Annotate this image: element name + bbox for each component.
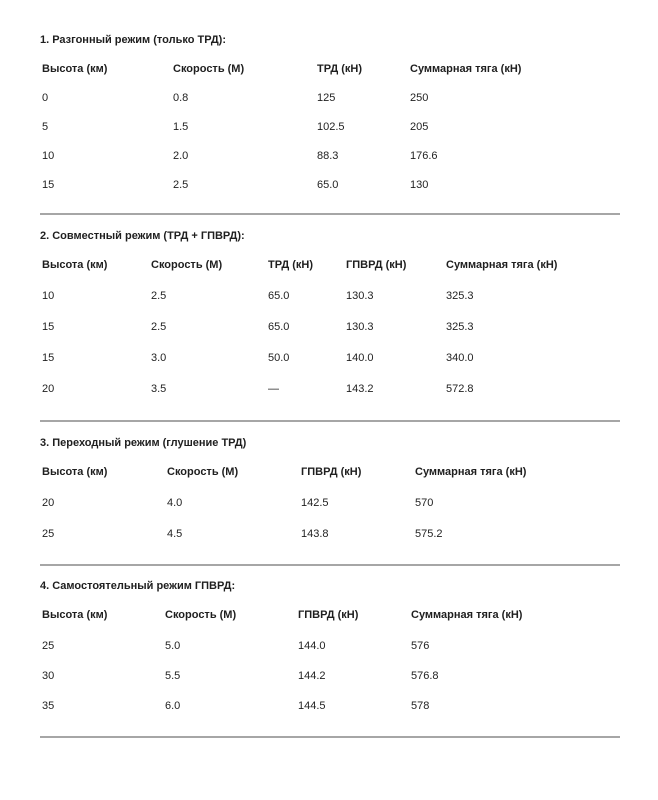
cell-altitude: 5 <box>42 121 49 133</box>
cell-total-thrust: 570 <box>415 497 434 509</box>
header-altitude: Высота (км) <box>42 466 108 478</box>
cell-altitude: 20 <box>42 497 55 509</box>
header-altitude: Высота (км) <box>42 63 108 75</box>
cell-scramjet: 144.5 <box>298 700 326 712</box>
cell-speed: 2.0 <box>173 150 189 162</box>
header-speed: Скорость (М) <box>173 63 245 75</box>
cell-trd: — <box>268 383 279 395</box>
cell-scramjet: 130.3 <box>346 290 374 302</box>
cell-altitude: 35 <box>42 700 55 712</box>
cell-speed: 5.0 <box>165 640 181 652</box>
cell-total-thrust: 340.0 <box>446 352 474 364</box>
header-total-thrust: Суммарная тяга (кН) <box>415 466 527 478</box>
cell-speed: 3.5 <box>151 383 167 395</box>
cell-trd: 88.3 <box>317 150 339 162</box>
section-divider <box>40 420 620 422</box>
cell-total-thrust: 576 <box>411 640 430 652</box>
cell-scramjet: 144.0 <box>298 640 326 652</box>
cell-scramjet: 143.2 <box>346 383 374 395</box>
cell-speed: 0.8 <box>173 92 189 104</box>
cell-speed: 1.5 <box>173 121 189 133</box>
section-title: 3. Переходный режим (глушение ТРД) <box>40 437 247 449</box>
section-divider <box>40 213 620 215</box>
header-total-thrust: Суммарная тяга (кН) <box>410 63 522 75</box>
cell-altitude: 10 <box>42 150 55 162</box>
cell-trd: 50.0 <box>268 352 290 364</box>
cell-scramjet: 143.8 <box>301 528 329 540</box>
header-altitude: Высота (км) <box>42 259 108 271</box>
section-divider <box>40 736 620 738</box>
header-speed: Скорость (М) <box>167 466 239 478</box>
cell-total-thrust: 325.3 <box>446 321 474 333</box>
cell-speed: 2.5 <box>151 321 167 333</box>
cell-speed: 4.5 <box>167 528 183 540</box>
cell-trd: 125 <box>317 92 336 104</box>
cell-scramjet: 140.0 <box>346 352 374 364</box>
cell-total-thrust: 176.6 <box>410 150 438 162</box>
header-scramjet: ГПВРД (кН) <box>346 259 407 271</box>
cell-total-thrust: 130 <box>410 179 429 191</box>
cell-total-thrust: 205 <box>410 121 429 133</box>
header-trd: ТРД (кН) <box>268 259 314 271</box>
cell-speed: 2.5 <box>173 179 189 191</box>
cell-speed: 4.0 <box>167 497 183 509</box>
section-divider <box>40 564 620 566</box>
section-title: 2. Совместный режим (ТРД + ГПВРД): <box>40 230 245 242</box>
cell-trd: 65.0 <box>317 179 339 191</box>
cell-speed: 2.5 <box>151 290 167 302</box>
header-altitude: Высота (км) <box>42 609 108 621</box>
section-title: 1. Разгонный режим (только ТРД): <box>40 34 227 46</box>
cell-trd: 102.5 <box>317 121 345 133</box>
cell-scramjet: 130.3 <box>346 321 374 333</box>
cell-speed: 5.5 <box>165 670 181 682</box>
header-scramjet: ГПВРД (кН) <box>298 609 359 621</box>
cell-total-thrust: 578 <box>411 700 430 712</box>
cell-altitude: 15 <box>42 179 55 191</box>
cell-speed: 6.0 <box>165 700 181 712</box>
cell-altitude: 20 <box>42 383 55 395</box>
cell-altitude: 30 <box>42 670 55 682</box>
cell-scramjet: 142.5 <box>301 497 329 509</box>
header-trd: ТРД (кН) <box>317 63 363 75</box>
cell-altitude: 25 <box>42 640 55 652</box>
cell-total-thrust: 250 <box>410 92 429 104</box>
header-total-thrust: Суммарная тяга (кН) <box>446 259 558 271</box>
cell-altitude: 0 <box>42 92 49 104</box>
cell-scramjet: 144.2 <box>298 670 326 682</box>
cell-total-thrust: 572.8 <box>446 383 474 395</box>
header-total-thrust: Суммарная тяга (кН) <box>411 609 523 621</box>
cell-altitude: 10 <box>42 290 55 302</box>
cell-trd: 65.0 <box>268 290 290 302</box>
cell-altitude: 15 <box>42 321 55 333</box>
header-speed: Скорость (М) <box>165 609 237 621</box>
cell-trd: 65.0 <box>268 321 290 333</box>
cell-altitude: 15 <box>42 352 55 364</box>
cell-total-thrust: 325.3 <box>446 290 474 302</box>
header-speed: Скорость (М) <box>151 259 223 271</box>
cell-speed: 3.0 <box>151 352 167 364</box>
cell-total-thrust: 575.2 <box>415 528 443 540</box>
header-scramjet: ГПВРД (кН) <box>301 466 362 478</box>
cell-total-thrust: 576.8 <box>411 670 439 682</box>
section-title: 4. Самостоятельный режим ГПВРД: <box>40 580 236 592</box>
cell-altitude: 25 <box>42 528 55 540</box>
